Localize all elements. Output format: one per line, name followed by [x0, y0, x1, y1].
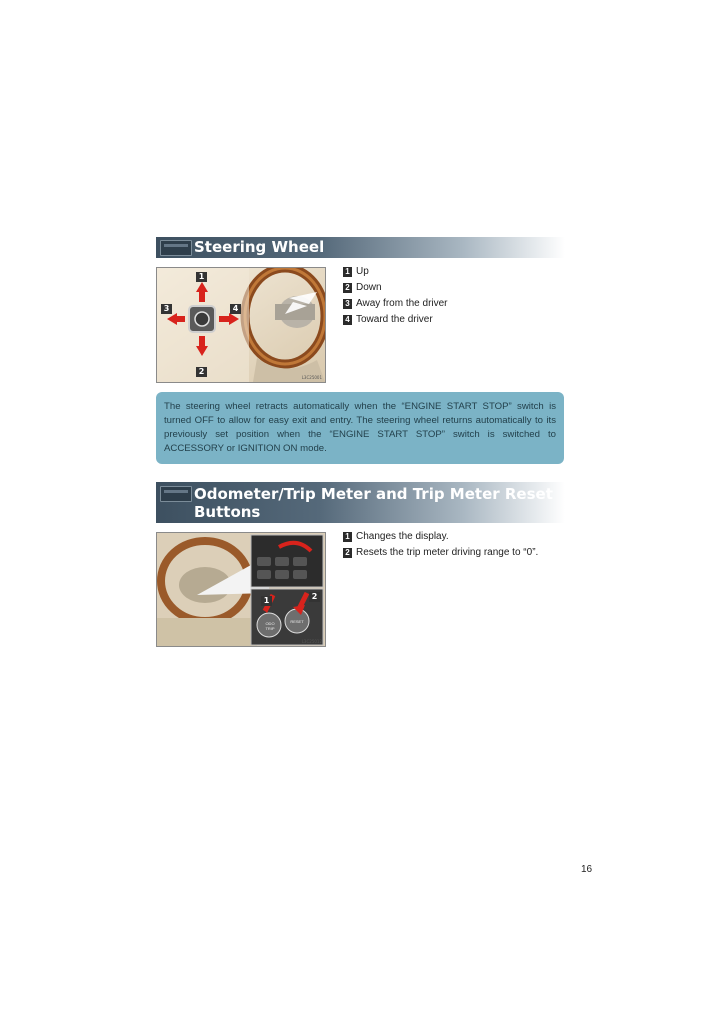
- item-text: Toward the driver: [356, 314, 433, 325]
- section-tab-icon: [160, 240, 192, 256]
- item-text: Resets the trip meter driving range to “0”.: [356, 547, 539, 558]
- item-number: 1: [343, 267, 352, 277]
- info-note: The steering wheel retracts automatically when the “ENGINE START STOP” switch is turned OFF to allow for easy exit and entry. The steering wheel returns automatically to its previously set position when the “ENGINE START STOP” switch is switched to ACCESSORY or IGNITION ON mode.: [156, 392, 564, 464]
- figure-code: L3C25012: [301, 639, 322, 644]
- odometer-figure: [156, 532, 326, 647]
- item-number: 2: [343, 283, 352, 293]
- item-number: 4: [343, 315, 352, 325]
- list-item: [343, 264, 448, 280]
- figure-badge: 2: [196, 367, 207, 377]
- steering-adjust-list: [343, 264, 448, 328]
- figure-badge: 1: [196, 272, 207, 282]
- dashboard-illustration: [157, 533, 325, 646]
- section-header-steering-wheel: [156, 237, 565, 258]
- steering-adjust-illustration: [157, 268, 325, 382]
- section-header-odometer: [156, 482, 565, 523]
- list-item: [343, 296, 448, 312]
- item-text: Away from the driver: [356, 298, 448, 309]
- section-tab-icon: [160, 486, 192, 502]
- figure-badge: 3: [161, 304, 172, 314]
- figure-badge: 2: [309, 592, 320, 602]
- odo-trip-button-label: ODO TRIP: [265, 621, 275, 631]
- list-item: [343, 312, 448, 328]
- item-text: Up: [356, 266, 369, 277]
- odometer-list: [343, 529, 538, 561]
- list-item: [343, 545, 538, 561]
- figure-badge: 4: [230, 304, 241, 314]
- reset-button-label: RESET: [290, 619, 304, 624]
- item-number: 1: [343, 532, 352, 542]
- item-number: 2: [343, 548, 352, 558]
- steering-adjust-figure: [156, 267, 326, 383]
- item-text: Down: [356, 282, 382, 293]
- page-number: 16: [581, 864, 593, 875]
- figure-code: L3C25001: [301, 375, 322, 380]
- item-number: 3: [343, 299, 352, 309]
- figure-badge: 1: [261, 596, 272, 606]
- section-title: Odometer/Trip Meter and Trip Meter Reset Buttons: [194, 485, 553, 521]
- item-text: Changes the display.: [356, 531, 449, 542]
- section-title: Steering Wheel: [194, 238, 325, 256]
- list-item: [343, 280, 448, 296]
- list-item: [343, 529, 538, 545]
